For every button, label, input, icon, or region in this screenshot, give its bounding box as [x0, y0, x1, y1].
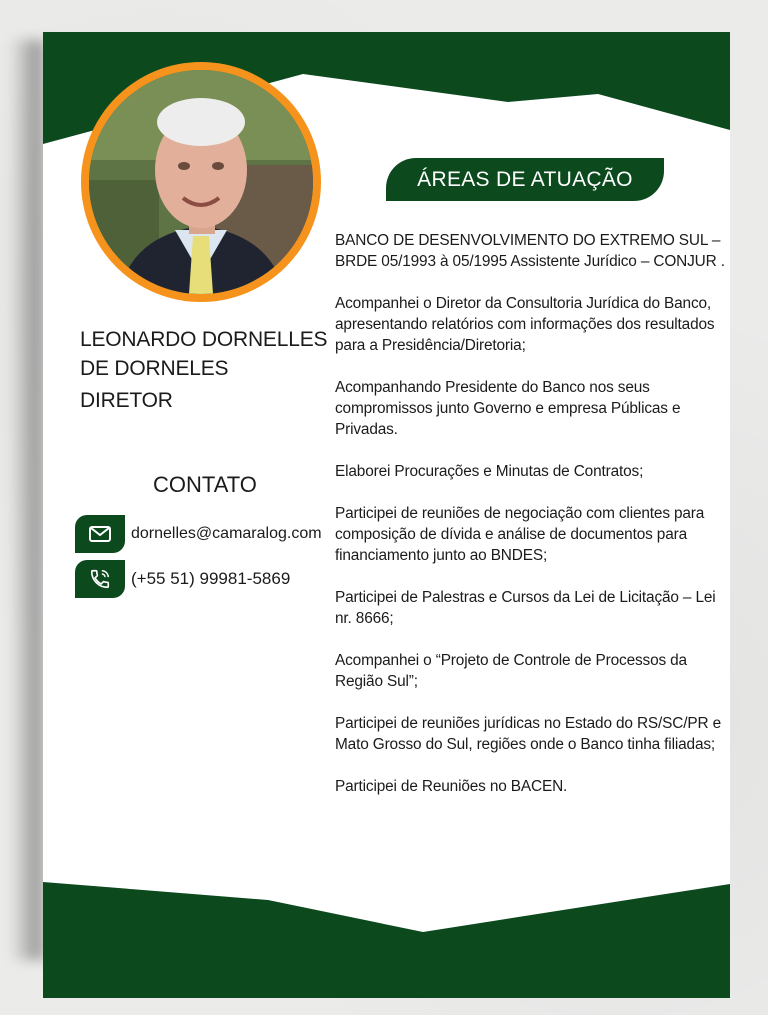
experience-item: Participei de reuniões de negociação com clientes para composição de dívida e análise de documentos para financiamento junto ao BNDES;	[335, 505, 705, 564]
experience-item: Participei de Reuniões no BACEN.	[335, 778, 568, 795]
experience-item: Acompanhei o “Projeto de Controle de Processos da Região Sul”;	[335, 652, 687, 690]
experience-item: Participei de reuniões jurídicas no Estado do RS/SC/PR e Mato Grosso do Sul, regiões onde o Banco tinha filiadas;	[335, 715, 721, 753]
phone-icon	[75, 560, 125, 598]
contact-email-row	[75, 514, 322, 554]
profile-name-block	[80, 325, 330, 415]
experience-item: Acompanhei o Diretor da Consultoria Jurídica do Banco, apresentando relatórios com informações dos resultados para a Presidência/Diretoria;	[335, 295, 715, 354]
profile-photo	[89, 70, 313, 294]
email-link[interactable]: dornelles@camaralog.com	[131, 525, 322, 542]
profile-photo-ring	[81, 62, 321, 302]
envelope-icon	[75, 515, 125, 553]
role-title: DIRETOR	[80, 389, 173, 412]
areas-heading-badge: ÁREAS DE ATUAÇÃO	[386, 158, 664, 201]
contact-phone-row	[75, 559, 290, 599]
contact-heading: CONTATO	[153, 472, 257, 497]
name-line-2: DE DORNELES	[80, 357, 229, 380]
name-line-1: LEONARDO DORNELLES	[80, 328, 328, 351]
experience-item: Acompanhando Presidente do Banco nos seus compromissos junto Governo e empresa Públicas e Privadas.	[335, 379, 681, 438]
phone-link[interactable]: (+55 51) 99981-5869	[131, 569, 291, 588]
experience-list	[335, 230, 727, 818]
experience-item: Elaborei Procurações e Minutas de Contratos;	[335, 463, 644, 480]
experience-item: BANCO DE DESENVOLVIMENTO DO EXTREMO SUL – BRDE 05/1993 à 05/1995 Assistente Jurídico – CONJUR .	[335, 232, 725, 270]
resume-card	[43, 32, 730, 998]
experience-item: Participei de Palestras e Cursos da Lei de Licitação – Lei nr. 8666;	[335, 589, 716, 627]
